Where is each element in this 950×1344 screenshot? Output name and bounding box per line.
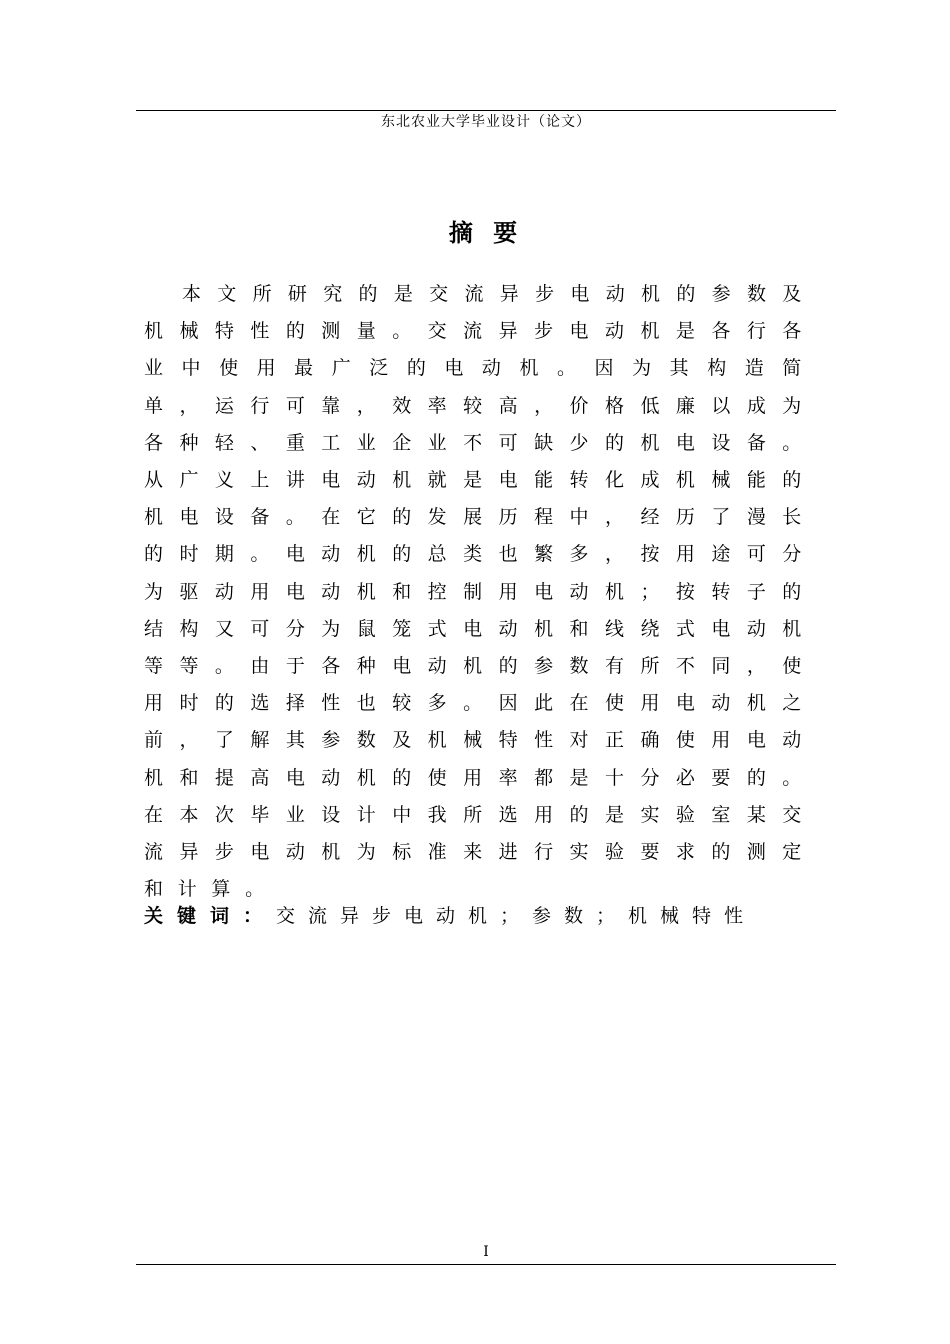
- keywords-text: 交流异步电动机；参数；机械特性: [276, 905, 757, 927]
- header-rule: [136, 110, 836, 111]
- abstract-title: 摘 要: [448, 219, 524, 247]
- keywords-line: [144, 898, 816, 935]
- footer-rule: [136, 1264, 836, 1265]
- keywords-label: 关键词：: [144, 905, 277, 927]
- header-title: 东北农业大学毕业设计（论文）: [381, 114, 591, 130]
- abstract-body: 本文所研究的是交流异步电动机的参数及机械特性的测量。交流异步电动机是各行各业中使用最广泛的电动机。因为其构造简单，运行可靠，效率较高，价格低廉以成为各种轻、重工业企业不可缺少的机电设备。从广义上讲电动机就是电能转化成机械能的机电设备。在它的发展历程中，经历了漫长的时期。电动机的总类也繁多，按用途可分为驱动用电动机和控制用电动机；按转子的结构又可分为鼠笼式电动机和线绕式电动机等等。由于各种电动机的参数有所不同，使用时的选择性也较多。因此在使用电动机之前，了解其参数及机械特性对正确使用电动机和提高电动机的使用率都是十分必要的。在本次毕业设计中我所选用的是实验室某交流异步电动机为标准来进行实验要求的测定和计算。: [144, 283, 816, 901]
- page-number: I: [483, 1244, 489, 1260]
